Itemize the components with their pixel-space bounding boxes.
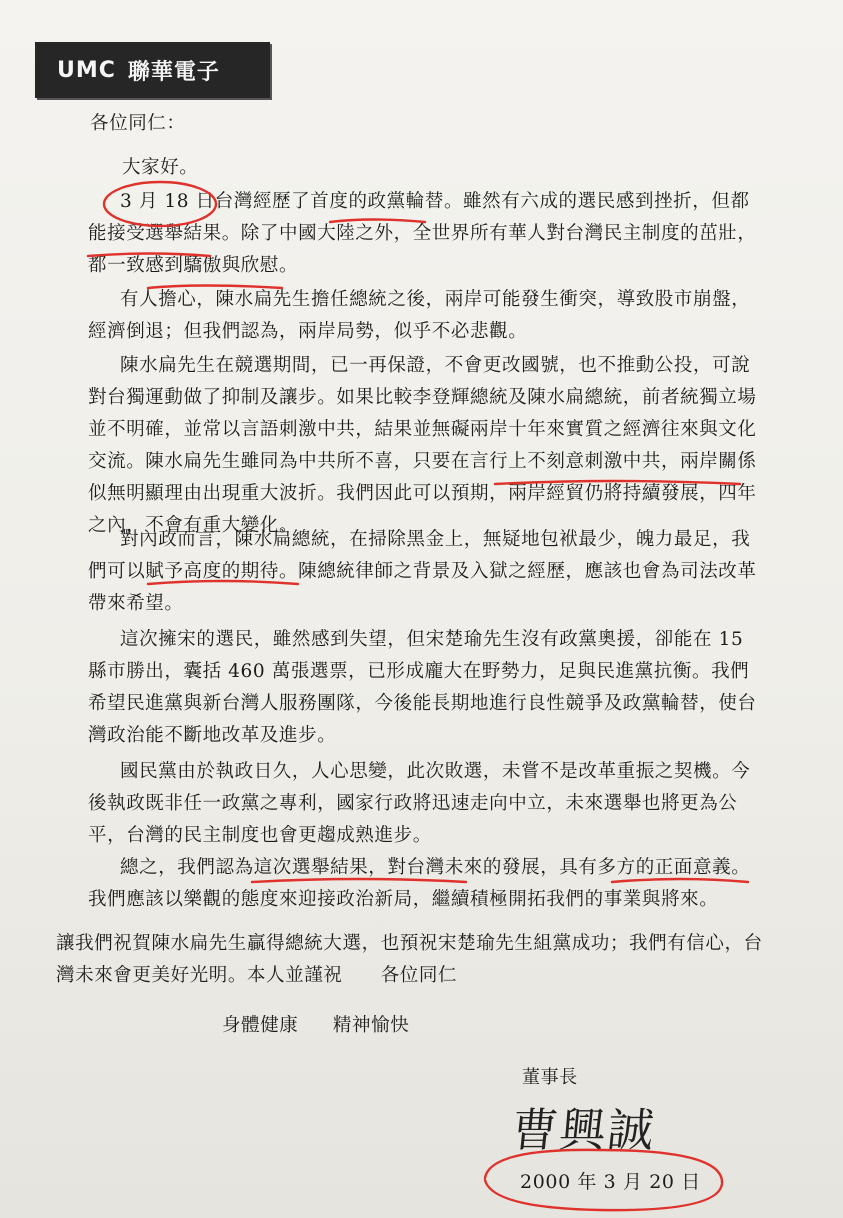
paragraph-2: 有人擔心，陳水扁先生擔任總統之後，兩岸可能發生衝突，導致股市崩盤，經濟倒退；但我們認為，兩岸局勢，似乎不必悲觀。 — [88, 289, 751, 342]
signature: 曹興誠 — [508, 1103, 659, 1157]
letter-date: 2000 年 3 月 20 日 — [520, 1171, 701, 1193]
paragraph-6: 國民黨由於執政日久，人心思變，此次敗選，未嘗不是改革重振之契機。今後執政既非任一政黨之專利，國家行政將迅速走向中立，未來選舉也將更為公平，台灣的民主制度也會更趨成熟進步。 — [88, 761, 751, 846]
closing-wishes — [222, 1010, 437, 1042]
paragraph-5: 這次擁宋的選民，雖然感到失望，但宋楚瑜先生沒有政黨奧援，卻能在 15 縣市勝出，囊括 460 萬張選票，已形成龐大在野勢力，足與民進黨抗衡。我們希望民進黨與新台灣人服務團隊，今後能長期地進行良性競爭及政黨輪替，使台灣政治能不斷地改革及進步。 — [88, 629, 757, 746]
paragraph-3: 陳水扁先生在競選期間，已一再保證，不會更改國號，也不推動公投，可說對台獨運動做了抑制及讓步。如果比較李登輝總統及陳水扁總統，前者統獨立場並不明確，並常以言語刺激中共，結果並無礙兩岸十年來實質之經濟往來與文化交流。陳水扁先生雖同為中共所不喜，只要在言行上不刻意刺激中共，兩岸關係似無明顯理由出現重大波折。我們因此可以預期，兩岸經貿仍將持續發展，四年之內，不會有重大變化。 — [88, 355, 757, 536]
wish-1: 身體健康 — [222, 1015, 299, 1036]
paragraph-1: 3 月 18 日台灣經歷了首度的政黨輪替。雖然有六成的選民感到挫折，但都能接受選舉結果。除了中國大陸之外，全世界所有華人對台灣民主制度的茁壯，都一致感到驕傲與欣慰。 — [88, 191, 757, 276]
paragraph-7: 總之，我們認為這次選舉結果，對台灣未來的發展，具有多方的正面意義。我們應該以樂觀的態度來迎接政治新局，繼續積極開拓我們的事業與將來。 — [88, 857, 751, 910]
paragraph-8: 讓我們祝賀陳水扁先生贏得總統大選，也預祝宋楚瑜先生組黨成功；我們有信心，台灣未來會更美好光明。本人並謹祝 各位同仁 — [56, 933, 763, 986]
umc-logo-text: UMC — [57, 57, 116, 83]
salutation: 各位同仁： — [90, 113, 186, 134]
company-header — [35, 42, 270, 98]
company-name: 聯華電子 — [127, 59, 220, 85]
paragraph-4: 對內政而言，陳水扁總統，在掃除黑金上，無疑地包袱最少，魄力最足，我們可以賦予高度的期待。陳總統律師之背景及入獄之經歷，應該也會為司法改革帶來希望。 — [88, 529, 757, 614]
signer-title: 董事長 — [522, 1067, 578, 1088]
wish-2: 精神愉快 — [332, 1015, 410, 1036]
greeting: 大家好。 — [122, 157, 199, 178]
